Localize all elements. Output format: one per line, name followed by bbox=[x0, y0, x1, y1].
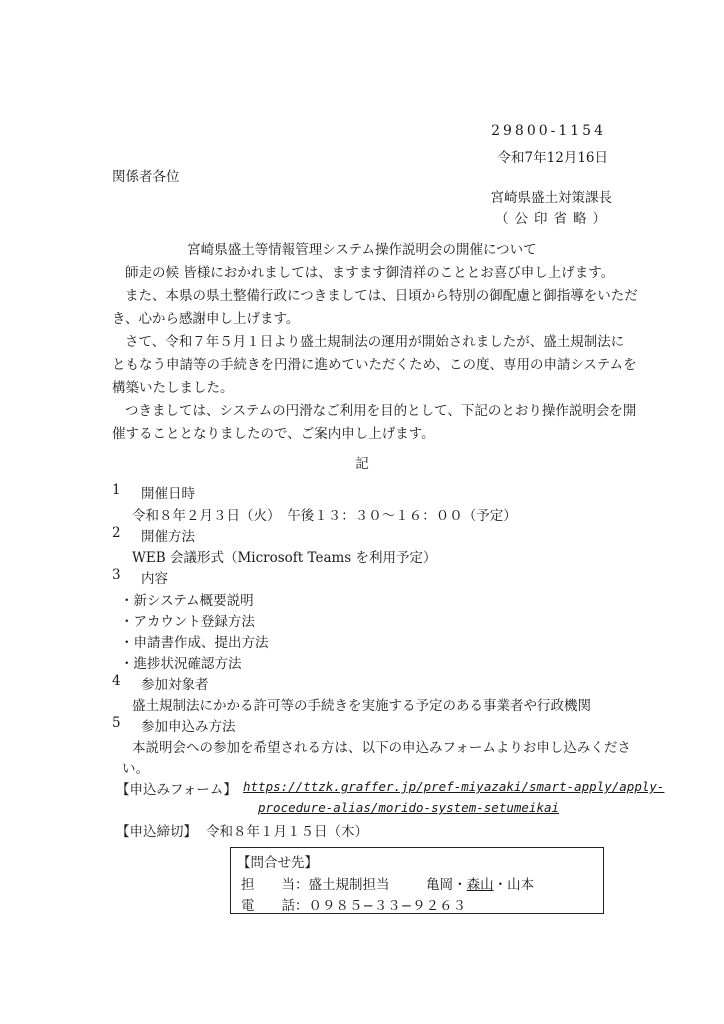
item-2-title: 開催方法 bbox=[141, 529, 195, 545]
document-title: 宮崎県盛土等情報管理システム操作説明会の開催について bbox=[187, 242, 537, 258]
item-5-body-line: い。 bbox=[122, 761, 149, 777]
document-number: 29800-1154 bbox=[491, 123, 606, 139]
item-4-body: 盛土規制法にかかる許可等の手続きを実施する予定のある事業者や行政機関 bbox=[132, 698, 591, 714]
addressee: 関係者各位 bbox=[112, 169, 180, 185]
contact-box bbox=[230, 847, 604, 914]
item-4-title: 参加対象者 bbox=[141, 677, 209, 693]
item-3-title: 内容 bbox=[141, 571, 168, 587]
paragraph-line: 催することとなりましたので、ご案内申し上げます。 bbox=[112, 426, 435, 442]
item-3-bullet: ・申請書作成、提出方法 bbox=[120, 635, 269, 651]
item-3-bullet: ・新システム概要説明 bbox=[120, 593, 254, 609]
item-1-title: 開催日時 bbox=[141, 486, 195, 502]
ki-heading: 記 bbox=[355, 456, 369, 472]
form-url-link[interactable]: https://ttzk.graffer.jp/pref-miyazaki/smart-apply/apply- bbox=[243, 779, 665, 794]
item-3-bullet: ・アカウント登録方法 bbox=[120, 614, 255, 630]
contact-names-underlined: 森山 bbox=[466, 877, 494, 893]
item-5-number: 5 bbox=[112, 715, 121, 731]
paragraph-line: また、本県の県土整備行政につきましては、日頃から特別の御配慮と御指導をいただ bbox=[125, 288, 638, 304]
contact-phone-row bbox=[241, 894, 466, 914]
contact-person-row bbox=[241, 873, 534, 893]
item-2-body: WEB 会議形式（Microsoft Teams を利用予定） bbox=[132, 550, 437, 566]
document-date: 令和7年12月16日 bbox=[497, 150, 608, 166]
contact-heading: 【問合せ先】 bbox=[237, 855, 318, 871]
body-paragraph-3 bbox=[112, 400, 637, 446]
item-2-number: 2 bbox=[112, 525, 121, 541]
contact-names-pre: 亀岡・ bbox=[426, 877, 467, 893]
paragraph-line: ともなう申請等の手続きを円滑に進めていただくため、この度、専用の申請システムを bbox=[112, 357, 637, 373]
paragraph-line: さて、令和７年５月１日より盛土規制法の運用が開始されましたが、盛土規制法に bbox=[125, 334, 625, 350]
body-paragraph-2 bbox=[112, 331, 637, 400]
item-5-title: 参加申込み方法 bbox=[141, 719, 236, 735]
body-paragraph-1 bbox=[112, 285, 638, 331]
paragraph-line: つきましては、システムの円滑なご利用を目的として、下記のとおり操作説明会を開 bbox=[125, 403, 637, 419]
seal-note: （公印省略） bbox=[495, 211, 612, 227]
item-1-body: 令和８年２月３日（火） 午後１３：３０～１６：００（予定） bbox=[132, 508, 517, 524]
item-1-number: 1 bbox=[112, 482, 121, 498]
item-3-number: 3 bbox=[112, 567, 121, 583]
paragraph-line: 構築いたしました。 bbox=[112, 380, 234, 396]
contact-names-post: ・山本 bbox=[493, 877, 535, 893]
contact-person-value: 盛土規制担当 bbox=[308, 877, 390, 893]
contact-person-label: 担 当： bbox=[241, 877, 309, 893]
contact-phone-value: ０９８５−３３−９２６３ bbox=[308, 898, 467, 914]
greeting-paragraph bbox=[112, 262, 615, 285]
form-url-link-continued[interactable]: procedure-alias/morido-system-setumeikai bbox=[258, 800, 560, 815]
item-5-body-line: 本説明会への参加を希望される方は、以下の申込みフォームよりお申し込みくださ bbox=[132, 740, 631, 756]
deadline-value: 令和８年１月１５日（木） bbox=[206, 824, 368, 840]
item-3-bullet: ・進捗状況確認方法 bbox=[120, 656, 242, 672]
deadline-label: 【申込締切】 bbox=[116, 824, 197, 840]
contact-phone-label: 電 話： bbox=[241, 898, 309, 914]
paragraph-line: き、心から感謝申し上げます。 bbox=[112, 311, 300, 327]
form-label: 【申込みフォーム】 bbox=[116, 782, 237, 798]
item-4-number: 4 bbox=[112, 673, 121, 689]
sender: 宮崎県盛土対策課長 bbox=[490, 190, 612, 206]
greeting-line: 師走の候 皆様におかれましては、ますます御清祥のこととお喜び申し上げます。 bbox=[125, 265, 615, 281]
